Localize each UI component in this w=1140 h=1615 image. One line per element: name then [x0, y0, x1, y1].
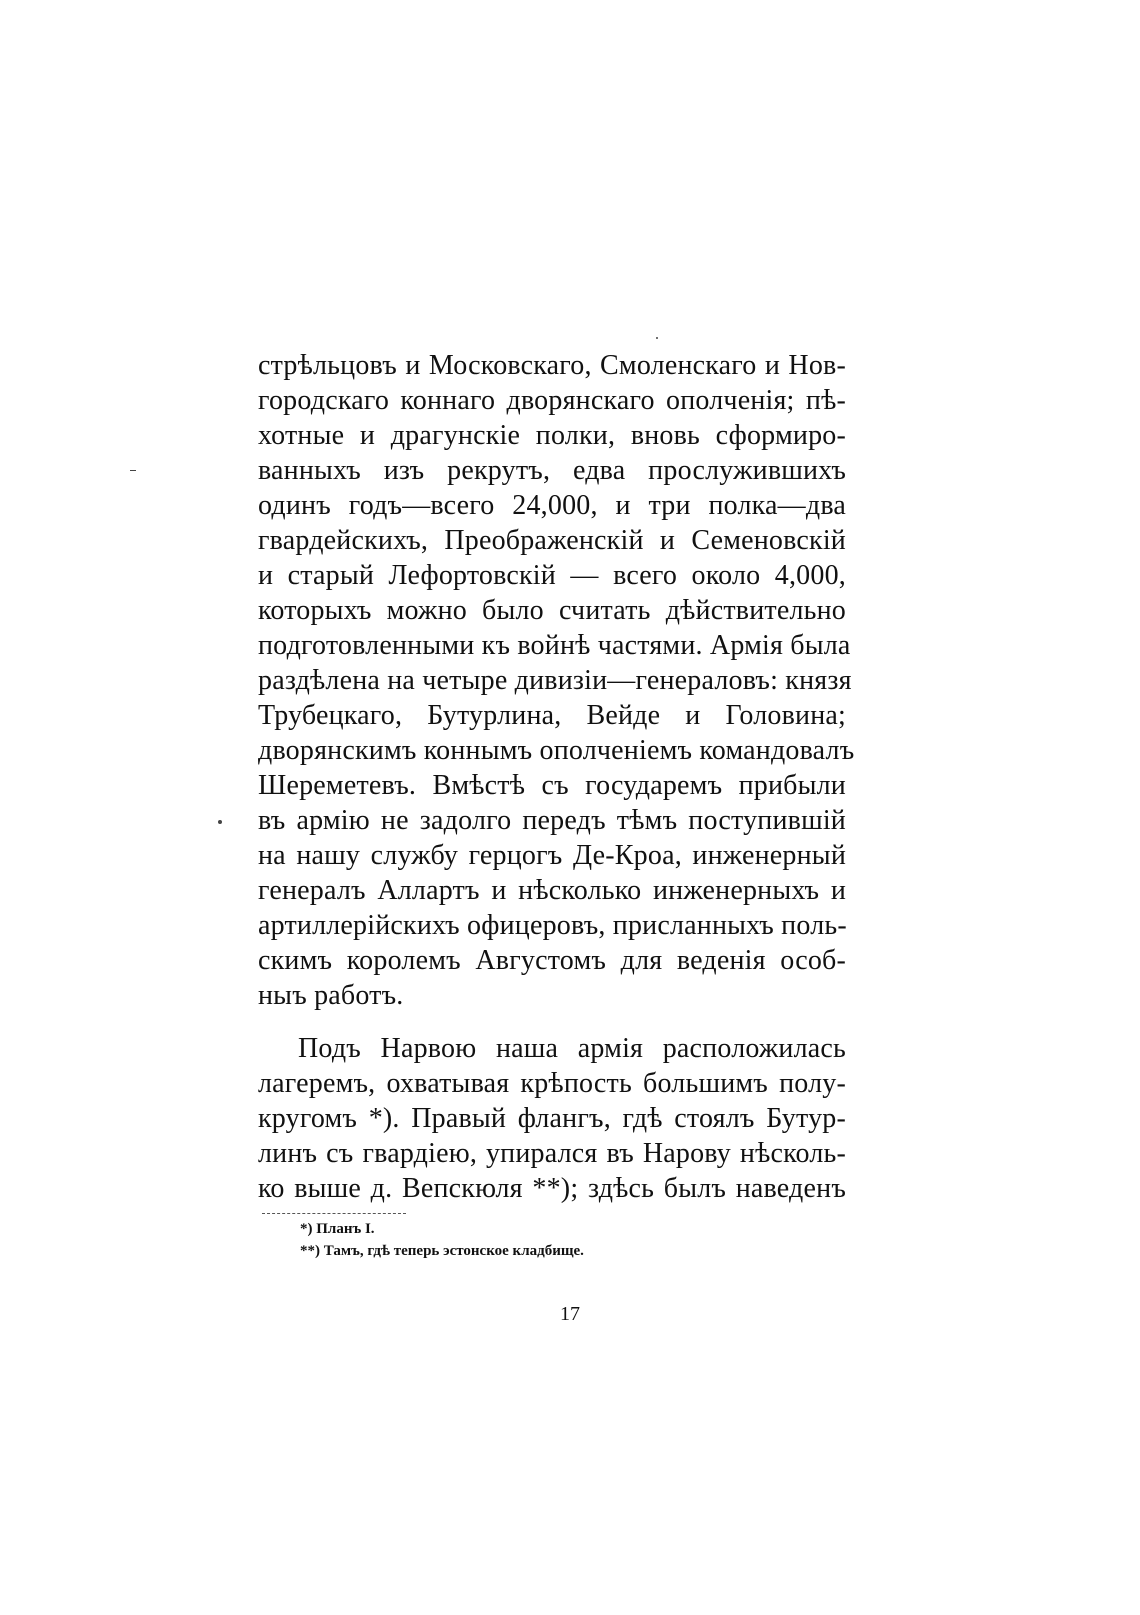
text-line: на нашу службу герцогъ Де-Кроа, инженерный	[258, 840, 846, 871]
text-line: кругомъ *). Правый флангъ, гдѣ стоялъ Бутур-	[258, 1103, 846, 1134]
footnotes	[300, 1218, 820, 1262]
text-line: стрѣльцовъ и Московскаго, Смоленскаго и Нов-	[258, 350, 846, 381]
footnote-separator	[262, 1213, 406, 1214]
text-line: подготовленными къ войнѣ частями. Армія была	[258, 630, 851, 661]
text-line: которыхъ можно было считать дѣйствительно	[258, 595, 846, 626]
text-line: и старый Лефортовскій — всего около 4,000,	[258, 560, 846, 591]
text-line: раздѣлена на четыре дивизіи—генераловъ: князя	[258, 665, 852, 696]
footnote: **) Тамъ, гдѣ теперь эстонское кладбище.	[300, 1243, 584, 1259]
text-line: городскаго коннаго дворянскаго ополченія; пѣ-	[258, 385, 846, 416]
text-line: скимъ королемъ Августомъ для веденія особ-	[258, 945, 846, 976]
scan-speck	[218, 820, 222, 824]
text-line: генералъ Аллартъ и нѣсколько инженерныхъ и	[258, 875, 846, 906]
main-text	[258, 348, 855, 1206]
text-line: одинъ годъ—всего 24,000, и три полка—два	[258, 490, 846, 521]
text-line: дворянскимъ коннымъ ополченіемъ командовалъ	[258, 735, 855, 766]
text-line: Шереметевъ. Вмѣстѣ съ государемъ прибыли	[258, 770, 846, 801]
paragraph-gap	[258, 1013, 846, 1031]
text-line: ванныхъ изъ рекрутъ, едва прослужившихъ	[258, 455, 846, 486]
footnote: *) Планъ I.	[300, 1221, 375, 1237]
text-line: гвардейскихъ, Преображенскій и Семеновскій	[258, 525, 846, 556]
text-line: ныъ работъ.	[258, 980, 404, 1011]
scan-speck	[656, 337, 658, 339]
scan-speck	[130, 470, 136, 471]
text-line: хотные и драгунскіе полки, вновь сформиро-	[258, 420, 846, 451]
text-line: Подъ Нарвою наша армія расположилась	[298, 1033, 846, 1064]
text-line: ко выше д. Вепскюля **); здѣсь былъ наведенъ	[258, 1173, 846, 1204]
page-number: 17	[560, 1303, 580, 1325]
text-line: лагеремъ, охватывая крѣпость большимъ полу-	[258, 1068, 846, 1099]
text-line: Трубецкаго, Бутурлина, Вейде и Головина;	[258, 700, 846, 731]
text-line: въ армію не задолго передъ тѣмъ поступившій	[258, 805, 846, 836]
text-line: линъ съ гвардіею, упирался въ Нарову нѣсколь-	[258, 1138, 846, 1169]
text-line: артиллерійскихъ офицеровъ, присланныхъ поль-	[258, 910, 847, 941]
